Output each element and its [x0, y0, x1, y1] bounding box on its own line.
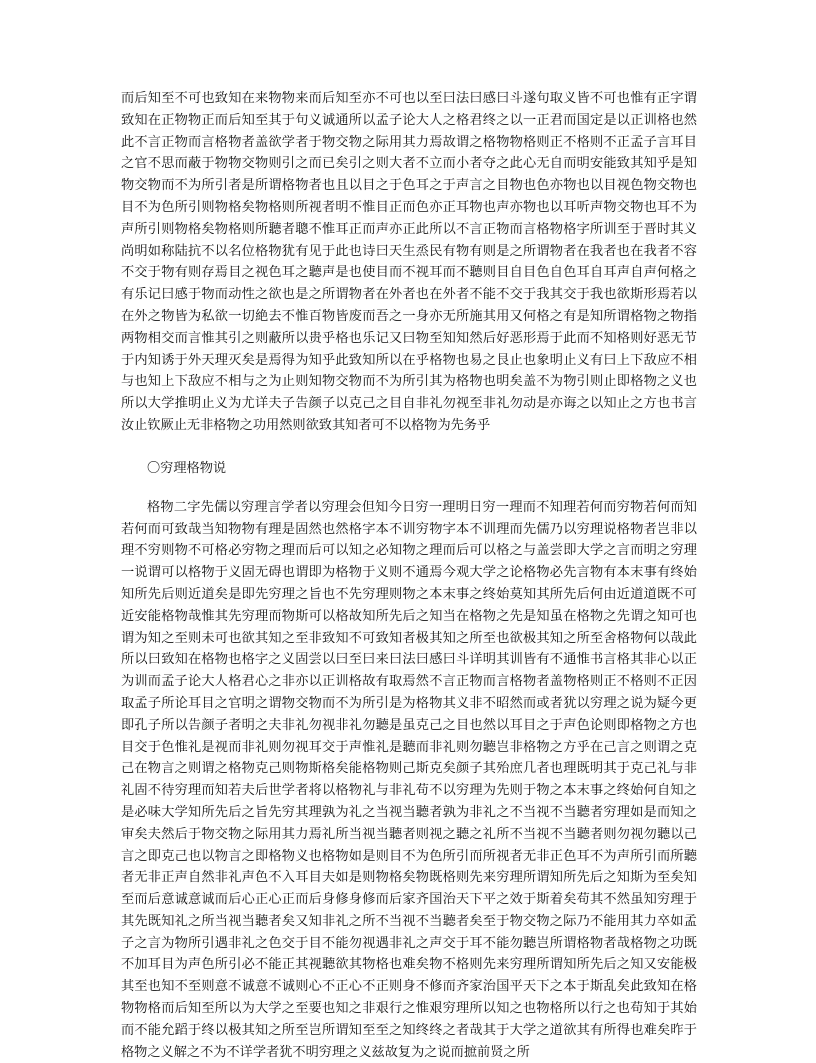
- section-heading: 〇穷理格物说: [147, 460, 227, 476]
- body-paragraph-2: 格物二字先儒以穷理言学者以穷理会但知今日穷一理明日穷一理而不知理若何而穷物若何而知若何而可致哉当知物物有理是固然也然格字本不训穷物字本不训理而先儒乃以穷理说格物者岂非以理不穷则物不可格必穷物之理而后可以知之必知物之理而后可以格之与盖尝即大学之言而明之穷理一说谓可以格物于义固无碍也谓即为格物于义则不通焉今观大学之论格物必先言物有本末事有终始知所先后则近道矣是即先穷理之旨也不先穷理则物之本末事之终始莫知其所先后何由近道道既不可近安能格物哉惟其先穷理而物斯可以格故知所先后之知当在格物之先是知虽在格物之先谓之知可也谓为知之至则未可也欲其知之至非致知不可致知者极其知之所至也欲极其知之所至舍格物何以哉此所以曰致知在格物也格字之义固尝以曰至曰来曰法曰感曰斗详明其训皆有不通惟书言格其非心以正为训而孟子论大人格君心之非亦以正训格故有取焉然不言正物而言格物者盖物格则正不格则不正因取孟子所论耳目之官明之谓物交物而不为所引是为格物其义非不昭然而或者犹以穷理之说为疑今更即孔子所以告颜子者明之夫非礼勿视非礼勿聽是虽克己之目也然以耳目之于声色论则即格物之方也目交于色惟礼是视而非礼则勿视耳交于声惟礼是聽而非礼则勿聽岂非格物之方乎在己言之则谓之克己在物言之则谓之格物克己则物斯格矣能格物则己斯克矣颜子其殆庶几者也理既明其于克己礼与非礼固不待穷理而知若夫后世学者将以格物礼与非礼苟不以穷理为先则于物之本末事之终始何自知之是必味大学知所先后之旨先穷其理孰为礼之当视当聽者孰为非礼之不当视不当聽者穷理如是而知之审矣夫然后于物交物之际用其力焉礼所当视当聽者则视之聽之礼所不当视不当聽者则勿视勿聽以己言之即克己也以物言之即格物义也格物如是则目不为色所引而所视者无非正色耳不为声所引而所聽者无非正声自然非礼声色不入耳目夫如是则物格矣物既格则先来穷理所谓知所先后之知斯为至矣知至而后意诚意诚而后心正心正而后身修身修而后家齐国治天下平之效于斯着矣苟其不然虽知穷理于其先既知礼之所当视当聽者矣又知非礼之所不当视不当聽者矣至于物交物之际乃不能用其力卒如孟子之言为物所引遇非礼之色交于目不能勿视遇非礼之声交于耳不能勿聽岂所谓格物者哉格物之功既不加耳目为声色所引必不能正其视聽欲其物格也难矣物不格则先来穷理所谓知所先后之知又安能极其至也知不至则意不诚意不诚则心不正心不正则身不修而齐家治国平天下之本于斯乱矣此致知在格物物格而后知至所以为大学之至要也知之非艰行之惟艰穷理所以知之也物格所以行之也苟知于其始而不能允蹈于终以极其知之所至岂所谓知至至之知终终之者哉其于大学之道欲其有所得也难矣昨于格物之义解之不为不详学者犹不明穷理之义兹故复为之说而摭前贤之所: [121, 499, 697, 1060]
- body-paragraph-1: 而后知至不可也致知在来物物来而后知至亦不可也以至曰法曰感曰斗遂句取义皆不可也惟有正字谓致知在正物物正而后知至其于句义诚通所以孟子论大人之格君终之以一正君而国定是以正训格也然此不言正物而言格物者盖欲学者于物交物之际用其力焉故谓之格物物格则正不格则不正孟子言耳目之官不思而蔽于物物交物则引之而已矣引之则大者不立而小者夺之此心无自而明安能致其知乎是知物交物而不为所引者是所谓格物者也且以目之于色耳之于声言之目物也色亦物也以目视色物交物也目不为色所引则物格矣物格则所视者明不惟目正而色亦正耳物也声亦物也以耳听声物交物也耳不为声所引则物格矣物格则所聽者聰不惟耳正而声亦正此所以不言正物而言格物格字所训至于晋时其义尚明如称陆抗不以名位格物犹有见于此也诗曰天生烝民有物有则是之所谓物者在我者也在我者不容不交于物有则存焉目之视色耳之聽声是也使目而不视耳而不聽则目自目色自色耳自耳声自声何格之有乐记曰感于物而动性之欲也是之所谓物者在外者也在外者不能不交于我其交于我也欲斯形焉若以在外之物皆为私欲一切絶去不惟百物皆废而吾之一身亦无所施其用又何格之有是知所谓格物之物指两物相交而言惟其引之则蔽所以贵乎格也乐记又曰物至知知然后好恶形焉于此而不知格则好恶无节于内知诱于外天理灭矣是焉得为知乎此致知所以在乎格物也易之艮止也象明止义有曰上下敌应不相与也知上下敌应不相与之为止则知物交物而不为所引其为格物也明矣盖不为物引则止即格物之义也所以大学推明止义为尤详夫子告颜子以克己之目自非礼勿视至非礼勿动是亦诲之以知止之方也书言汝止钦厥止无非格物之功用然则欲致其知者可不以格物为先务乎: [121, 91, 697, 433]
